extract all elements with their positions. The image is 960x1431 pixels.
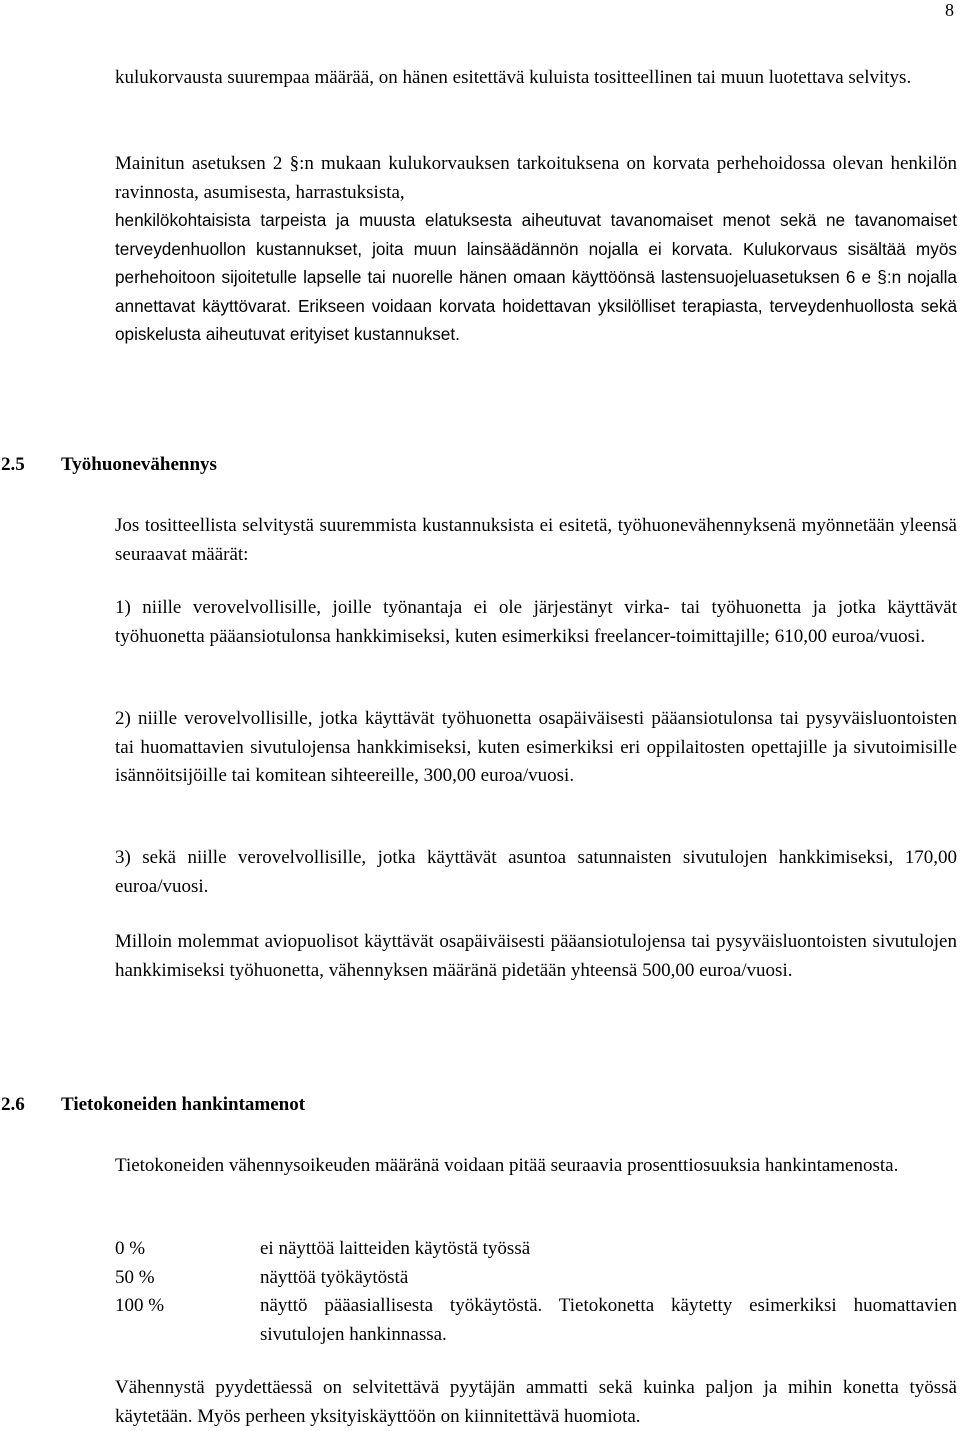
paragraph-tietokone-intro: Tietokoneiden vähennysoikeuden määränä voidaan pitää seuraavia prosenttiosuuksia hankintamenosta.	[115, 1155, 899, 1176]
paragraph-asetus-intro: Mainitun asetuksen 2 §:n mukaan kulukorvauksen tarkoituksena on korvata perhehoidossa olevan henkilön ravinnosta, asumisesta, harrastuksista,	[115, 153, 957, 203]
paragraph-item-1: 1) niille verovelvollisille, joille työnantaja ei ole järjestänyt virka- tai työhuonetta ja jotka käyttävät työhuonetta pääansiotulonsa hankkimiseksi, kuten esimerkiksi freelancer-toimittajille; 610,00 euroa/vuosi.	[115, 597, 957, 647]
rate-value: 100 %	[115, 1295, 165, 1316]
rates-list	[115, 1235, 957, 1349]
paragraph-tyohuone-intro: Jos tositteellista selvitystä suuremmista kustannuksista ei esitetä, työhuonevähennyksenä myönnetään yleensä seuraavat määrät:	[115, 515, 957, 565]
paragraph-aviopuolisot: Milloin molemmat aviopuolisot käyttävät osapäiväisesti pääansiotulojensa tai pysyväisluontoisten sivutulojen hankkimiseksi työhuonetta, vähennyksen määränä pidetään yhteensä 500,00 euroa/vuosi.	[115, 931, 957, 981]
list-item	[115, 1235, 957, 1264]
section-title: Tietokoneiden hankintamenot	[61, 1094, 306, 1115]
paragraph-closing: Vähennystä pyydettäessä on selvitettävä pyytäjän ammatti sekä kuinka paljon ja mihin konetta työssä käytetään. Myös perheen yksityiskäyttöön on kiinnitettävä huomiota.	[115, 1377, 957, 1427]
rate-description: ei näyttöä laitteiden käytöstä työssä	[260, 1238, 531, 1259]
section-number: 2.6	[1, 1094, 25, 1115]
section-heading-2-5-row	[1, 451, 901, 480]
paragraph-continuation: kulukorvausta suurempaa määrää, on hänen esitettävä kuluista tositteellinen tai muun luotettava selvitys.	[115, 67, 912, 88]
paragraph-kulukorvaus: henkilökohtaisista tarpeista ja muusta elatuksesta aiheutuvat tavanomaiset menot sekä ne tavanomaiset terveydenhuollon kustannukset, joita muun lainsäädännön nojalla ei korvata. Kulukorvaus sisältää myös perhehoitoon sijoitetulle lapselle tai nuorelle hänen omaan käyttöönsä lastensuojeluasetuksen 6 e §:n nojalla annettavat käyttövarat. Erikseen voidaan korvata hoidettavan yksilölliset terapiasta, terveydenhuollosta sekä opiskelusta aiheutuvat erityiset kustannukset.	[115, 210, 957, 344]
paragraph-item-2: 2) niille verovelvollisille, jotka käyttävät työhuonetta osapäiväisesti pääansiotulonsa tai pysyväisluontoisten tai huomattavien sivutulojensa hankkimiseksi, kuten esimerkiksi eri oppilaitosten opettajille ja sivutoimisille isännöitsijöille tai komitean sihteereille, 300,00 euroa/vuosi.	[115, 708, 957, 786]
page-number: 8	[945, 0, 954, 20]
rate-value: 0 %	[115, 1238, 146, 1259]
list-item	[115, 1264, 957, 1293]
rate-description: näyttöä työkäytöstä	[260, 1266, 409, 1288]
section-number: 2.5	[1, 454, 25, 475]
section-title: Työhuonevähennys	[61, 454, 217, 475]
paragraph-item-3: 3) sekä niille verovelvollisille, jotka käyttävät asuntoa satunnaisten sivutulojen hankkimiseksi, 170,00 euroa/vuosi.	[115, 847, 957, 897]
rate-value: 50 %	[115, 1266, 155, 1288]
section-heading-2-6-row	[1, 1091, 901, 1120]
list-item	[115, 1292, 957, 1349]
rate-description: näyttö pääasiallisesta työkäytöstä. Tietokonetta käytetty esimerkiksi huomattavien sivutulojen hankinnassa.	[260, 1295, 957, 1345]
